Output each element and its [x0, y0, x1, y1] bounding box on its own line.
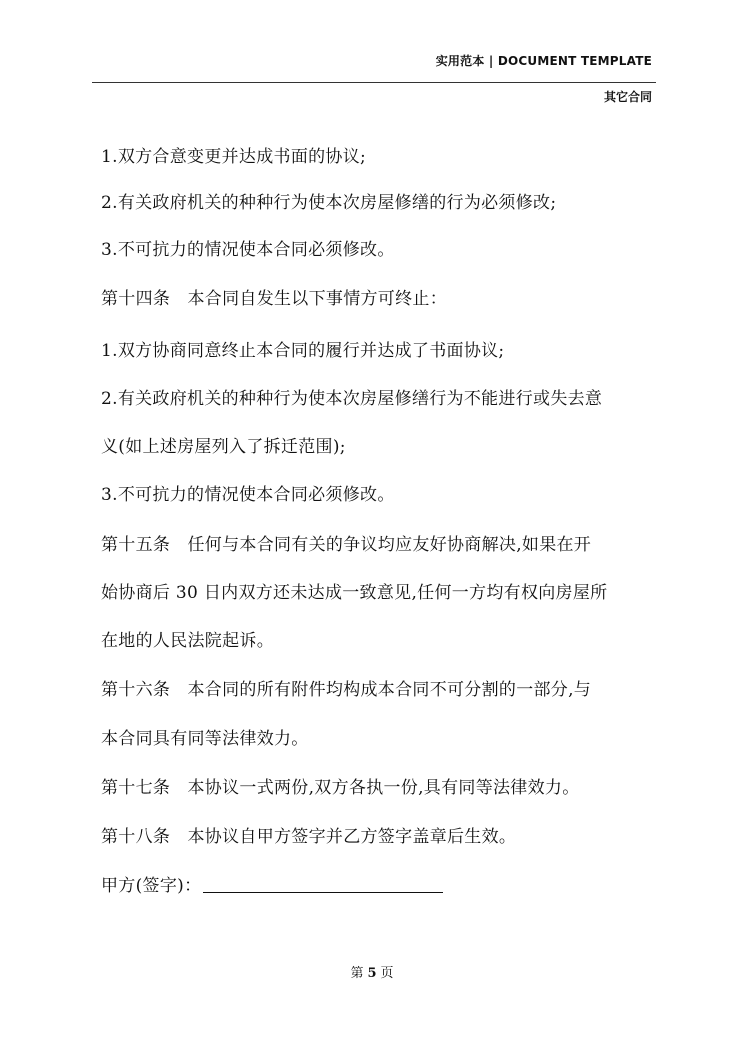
body-line: 2.有关政府机关的种种行为使本次房屋修缮的行为必须修改;: [101, 193, 557, 213]
signature-label: 甲方(签字)：: [101, 876, 202, 896]
signature-blank: [203, 876, 443, 893]
clause-16-heading: 第十六条 本合同的所有附件均构成本合同不可分割的一部分,与: [101, 680, 592, 700]
page-suffix: 页: [380, 966, 394, 981]
header-divider: [92, 82, 656, 83]
signature-line: [101, 874, 443, 898]
body-line: 2.有关政府机关的种种行为使本次房屋修缮行为不能进行或失去意: [101, 389, 603, 409]
body-line: 本合同具有同等法律效力。: [101, 729, 309, 749]
clause-15-heading: 第十五条 任何与本合同有关的争议均应友好协商解决,如果在开: [101, 535, 592, 555]
body-line: 3.不可抗力的情况使本合同必须修改。: [101, 240, 395, 260]
header-category: 其它合同: [603, 90, 652, 104]
page-number: 5: [367, 966, 377, 981]
clause-17-heading: 第十七条 本协议一式两份,双方各执一份,具有同等法律效力。: [101, 778, 580, 798]
clause-18-heading: 第十八条 本协议自甲方签字并乙方签字盖章后生效。: [101, 827, 517, 847]
body-line: 3.不可抗力的情况使本合同必须修改。: [101, 485, 395, 505]
header-title: 实用范本 | DOCUMENT TEMPLATE: [435, 54, 652, 68]
page-prefix: 第: [350, 966, 364, 981]
body-line: 1.双方协商同意终止本合同的履行并达成了书面协议;: [101, 341, 505, 361]
body-line: 1.双方合意变更并达成书面的协议;: [101, 147, 367, 167]
clause-14-heading: 第十四条 本合同自发生以下事情方可终止：: [101, 289, 447, 309]
body-line: 义(如上述房屋列入了拆迁范围);: [101, 437, 346, 457]
body-line: 始协商后 30 日内双方还未达成一致意见,任何一方均有权向房屋所: [101, 583, 608, 603]
page-footer: [0, 962, 744, 981]
body-line: 在地的人民法院起诉。: [101, 631, 274, 651]
